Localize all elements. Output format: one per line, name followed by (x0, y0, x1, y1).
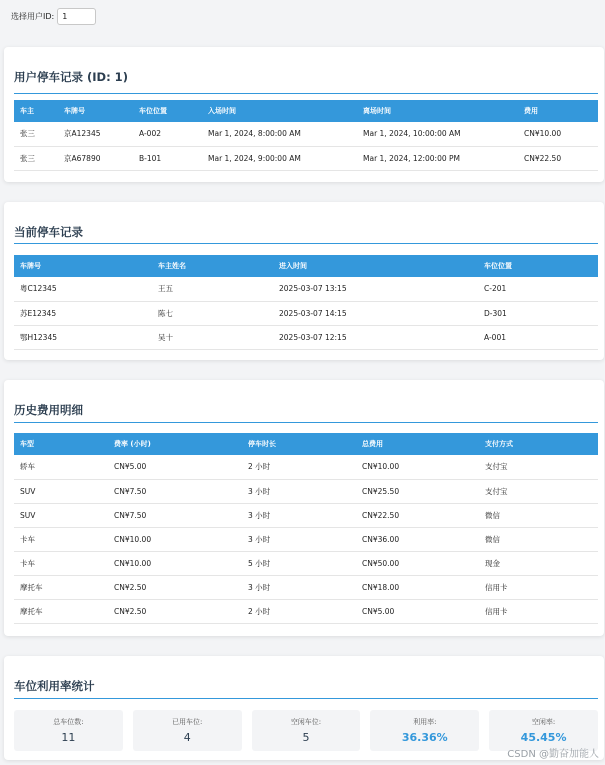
table-cell: 现金 (479, 551, 598, 575)
title-divider (14, 422, 598, 423)
stat-value: 45.45% (520, 731, 567, 744)
user-id-input[interactable] (57, 8, 96, 25)
table-cell: C-201 (478, 277, 598, 301)
table-cell: SUV (14, 503, 108, 527)
stat-total-spaces (14, 710, 123, 751)
table-header-row (14, 255, 598, 277)
table-cell: CN¥2.50 (108, 599, 242, 623)
table-cell: 2025-03-07 14:15 (273, 301, 478, 325)
table-cell: CN¥10.00 (108, 551, 242, 575)
stat-label: 已用车位: (172, 718, 203, 726)
table-cell: CN¥2.50 (108, 575, 242, 599)
table-cell: 陈七 (152, 301, 273, 325)
table-cell: CN¥10.00 (518, 122, 598, 146)
column-header: 车牌号 (14, 255, 152, 277)
table-cell: 王五 (152, 277, 273, 301)
table-cell: CN¥18.00 (356, 575, 479, 599)
table-cell: 粤C12345 (14, 277, 152, 301)
stat-value: 11 (61, 731, 76, 744)
table-cell: 京A67890 (58, 146, 133, 170)
history-fees-table (14, 433, 598, 624)
table-row (14, 455, 598, 479)
column-header: 车型 (14, 433, 108, 455)
stat-free-spaces (252, 710, 361, 751)
stat-label: 空闲车位: (290, 718, 322, 726)
table-cell: 卡车 (14, 551, 108, 575)
title-divider (14, 698, 598, 699)
column-header: 车位位置 (478, 255, 598, 277)
column-header: 支付方式 (479, 433, 598, 455)
table-row (14, 551, 598, 575)
table-cell: Mar 1, 2024, 12:00:00 PM (357, 146, 518, 170)
stat-value: 5 (302, 731, 310, 744)
table-cell: 3 小时 (242, 479, 356, 503)
user-select-bar (0, 0, 605, 32)
table-cell: Mar 1, 2024, 10:00:00 AM (357, 122, 518, 146)
table-cell: CN¥7.50 (108, 479, 242, 503)
column-header: 费用 (518, 100, 598, 122)
table-row (14, 277, 598, 301)
user-records-table (14, 100, 598, 171)
title-divider (14, 243, 598, 244)
column-header: 车主姓名 (152, 255, 273, 277)
table-row (14, 325, 598, 349)
stat-value: 36.36% (401, 731, 448, 744)
table-cell: CN¥5.00 (108, 455, 242, 479)
user-records-title: 用户停车记录 (ID: 1) (14, 70, 128, 84)
current-records-table (14, 255, 598, 350)
table-cell: 3 小时 (242, 575, 356, 599)
table-cell: CN¥50.00 (356, 551, 479, 575)
table-row (14, 479, 598, 503)
table-cell: A-002 (133, 122, 202, 146)
table-cell: SUV (14, 479, 108, 503)
column-header: 入场时间 (202, 100, 357, 122)
table-cell: 2 小时 (242, 599, 356, 623)
table-cell: CN¥36.00 (356, 527, 479, 551)
table-header-row (14, 100, 598, 122)
table-cell: 支付宝 (479, 479, 598, 503)
table-cell: CN¥25.50 (356, 479, 479, 503)
user-id-label: 选择用户ID: (11, 11, 55, 21)
table-header-row (14, 433, 598, 455)
table-cell: 3 小时 (242, 503, 356, 527)
table-row (14, 301, 598, 325)
table-cell: 鄂H12345 (14, 325, 152, 349)
column-header: 费率 (小时) (108, 433, 242, 455)
column-header: 停车时长 (242, 433, 356, 455)
table-cell: CN¥10.00 (108, 527, 242, 551)
column-header: 总费用 (356, 433, 479, 455)
user-records-card (4, 47, 604, 182)
table-row (14, 503, 598, 527)
table-cell: 2 小时 (242, 455, 356, 479)
table-cell: 微信 (479, 527, 598, 551)
table-cell: 京A12345 (58, 122, 133, 146)
table-cell: 卡车 (14, 527, 108, 551)
table-cell: 信用卡 (479, 575, 598, 599)
stat-utilization-rate (370, 710, 479, 751)
table-cell: 轿车 (14, 455, 108, 479)
table-cell: D-301 (478, 301, 598, 325)
utilization-title: 车位利用率统计 (14, 679, 95, 693)
table-cell: 信用卡 (479, 599, 598, 623)
table-cell: CN¥22.50 (356, 503, 479, 527)
column-header: 车位位置 (133, 100, 202, 122)
current-records-card (4, 202, 604, 360)
stat-value: 4 (183, 731, 191, 744)
stat-used-spaces (133, 710, 242, 751)
table-cell: 张三 (14, 146, 58, 170)
table-cell: 2025-03-07 12:15 (273, 325, 478, 349)
table-cell: 吴十 (152, 325, 273, 349)
table-cell: 微信 (479, 503, 598, 527)
table-row (14, 146, 598, 170)
column-header: 进入时间 (273, 255, 478, 277)
table-cell: CN¥10.00 (356, 455, 479, 479)
table-row (14, 599, 598, 623)
table-cell: CN¥5.00 (356, 599, 479, 623)
stat-label: 空闲率: (531, 718, 556, 726)
table-cell: 摩托车 (14, 575, 108, 599)
table-cell: 摩托车 (14, 599, 108, 623)
table-cell: 5 小时 (242, 551, 356, 575)
table-cell: Mar 1, 2024, 9:00:00 AM (202, 146, 357, 170)
history-fees-title: 历史费用明细 (14, 403, 83, 417)
table-cell: CN¥7.50 (108, 503, 242, 527)
table-row (14, 527, 598, 551)
watermark: CSDN @勤奋加能人 (507, 749, 599, 760)
column-header: 离场时间 (357, 100, 518, 122)
column-header: 车主 (14, 100, 58, 122)
stat-label: 利用率: (413, 718, 437, 726)
table-cell: 3 小时 (242, 527, 356, 551)
table-row (14, 575, 598, 599)
table-row (14, 122, 598, 146)
stat-label: 总车位数: (53, 718, 84, 726)
current-records-title: 当前停车记录 (14, 225, 83, 239)
table-cell: 张三 (14, 122, 58, 146)
column-header: 车牌号 (58, 100, 133, 122)
table-cell: Mar 1, 2024, 8:00:00 AM (202, 122, 357, 146)
table-cell: B-101 (133, 146, 202, 170)
table-cell: CN¥22.50 (518, 146, 598, 170)
table-cell: A-001 (478, 325, 598, 349)
title-divider (14, 93, 598, 94)
table-cell: 2025-03-07 13:15 (273, 277, 478, 301)
table-cell: 苏E12345 (14, 301, 152, 325)
table-cell: 支付宝 (479, 455, 598, 479)
history-fees-card (4, 380, 604, 636)
